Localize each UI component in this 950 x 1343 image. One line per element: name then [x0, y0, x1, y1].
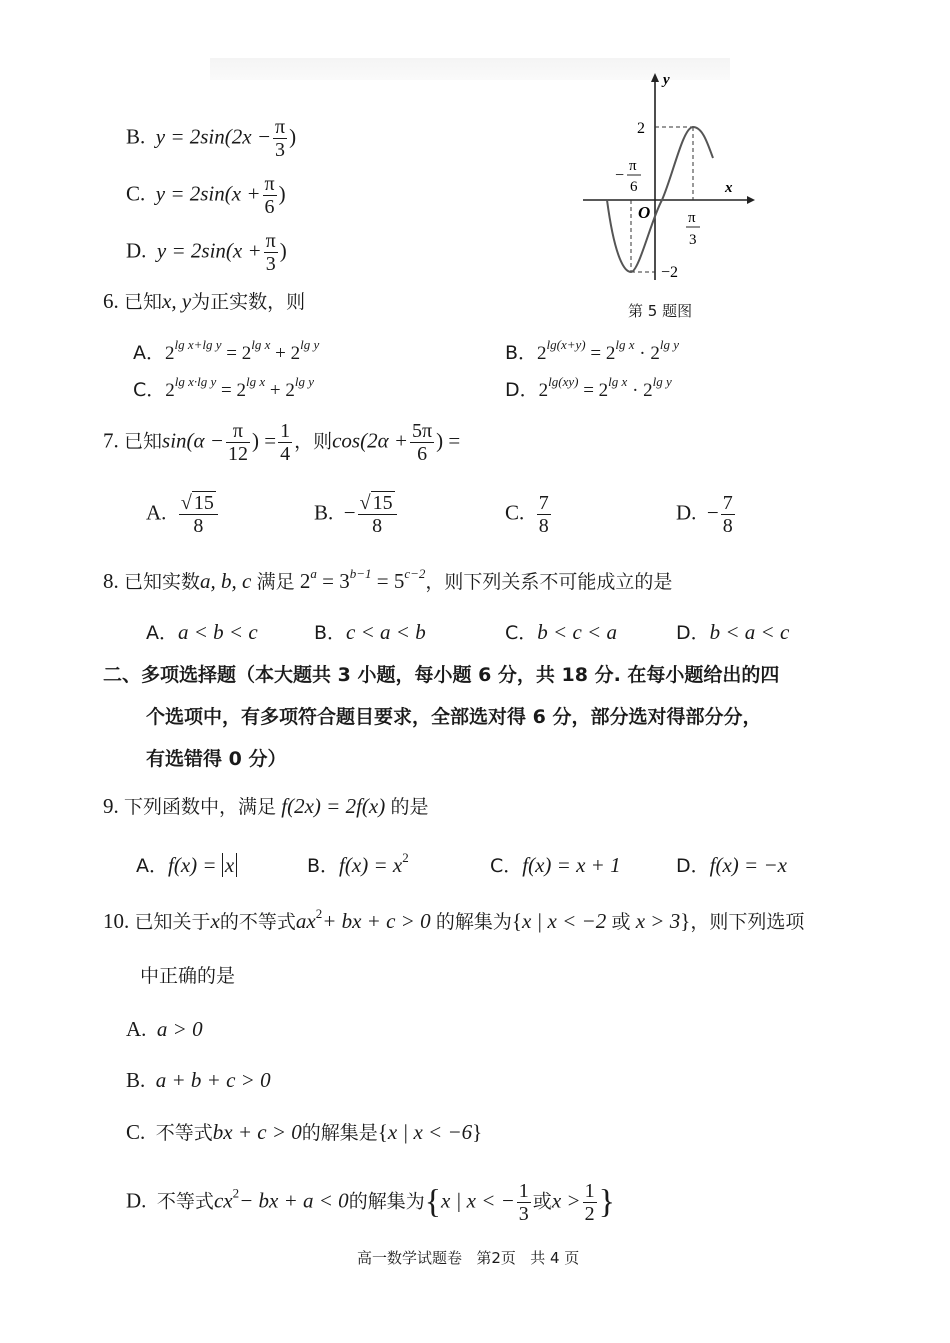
fraction: $\frac{\pi}{3}$	[275, 116, 286, 161]
x-axis-label: x	[725, 180, 733, 196]
q8-option-d[interactable]: D．b < a < c	[676, 620, 790, 644]
x-axis-arrow	[747, 196, 755, 204]
pos-tick-den: 3	[689, 232, 697, 248]
q5-option-b[interactable]: B. y = 2sin(2x − $\frac{\pi}{3}$ )	[126, 116, 297, 161]
q10-stem-line2: 中正确的是	[140, 965, 236, 987]
q9-stem: 9. 下列函数中，满足 f(2x) = 2f(x) 的是	[103, 794, 429, 818]
q8-option-b[interactable]: B．c < a < b	[314, 620, 426, 644]
q10-option-b[interactable]: B. a + b + c > 0	[126, 1068, 271, 1092]
section-heading-line3: 有选错得 0 分）	[146, 748, 287, 770]
q7-option-a[interactable]: A. $\frac{√ 15}{8}$	[146, 492, 220, 537]
q9-option-c[interactable]: C．f(x) = x + 1	[490, 853, 621, 877]
q8-option-c[interactable]: C．b < c < a	[505, 620, 617, 644]
q5-option-c[interactable]: C. y = 2sin(x + $\frac{\pi}{6}$ )	[126, 173, 286, 218]
pos-tick-num: π	[688, 210, 696, 226]
fraction: $\frac{\pi}{6}$	[264, 173, 275, 218]
neg-tick-sign: −	[615, 167, 625, 184]
q6-option-b[interactable]: B．$2^{lg(x+y)} = 2^{lg x} \cdot 2^{lg y}$	[505, 337, 679, 364]
q10-stem: 10. 已知关于x的不等式$ax^2+$ bx + c > 0 的解集为{x | x < −2 或 x > 3}，则下列选项	[103, 906, 805, 933]
neg-tick-num: π	[629, 158, 637, 174]
page-footer: 高一数学试题卷 第2页 共 4 页	[357, 1249, 580, 1267]
q10-option-c[interactable]: C. 不等式bx + c > 0的解集是{x | x < −6}	[126, 1120, 483, 1144]
y-axis-arrow	[651, 73, 659, 82]
neg-tick-den: 6	[630, 179, 638, 195]
y-max-label: 2	[637, 120, 645, 137]
section-heading-line2: 个选项中，有多项符合题目要求，全部选对得 6 分，部分选对得部分分，	[146, 706, 762, 728]
q9-option-d[interactable]: D．f(x) = −x	[676, 853, 787, 877]
y-axis-label: y	[663, 72, 670, 88]
q6-option-a[interactable]: A．$2^{lg x+lg y} = 2^{lg x} + 2^{lg y}$	[133, 337, 320, 364]
q10-option-a[interactable]: A. a > 0	[126, 1017, 203, 1041]
q8-stem: 8. 已知实数a, b, c 满足 $2^a = 3^{b-1} = 5^{c-2}$，则下列关系不可能成立的是	[103, 566, 673, 593]
q9-option-b[interactable]: B．$f(x) = x^2$	[307, 850, 409, 877]
fraction: $\frac{\pi}{3}$	[265, 230, 276, 275]
q10-option-d[interactable]: D. 不等式$cx^2-$ bx + a < 0的解集为{x | x < − $\frac{1}{3}$ 或x > $\frac{1}{2}$ }	[126, 1180, 615, 1225]
q7-option-d[interactable]: D. − $\frac{7}{8}$	[676, 492, 733, 537]
q5-figure-caption: 第 5 题图	[628, 302, 693, 320]
q6-option-d[interactable]: D．$2^{lg(xy)} = 2^{lg x} \cdot 2^{lg y}$	[505, 374, 672, 401]
origin-label: O	[638, 203, 651, 222]
q6-stem: 6. 已知x, y为正实数，则	[103, 289, 306, 313]
q7-option-c[interactable]: C. $\frac{7}{8}$	[505, 492, 549, 537]
q8-option-a[interactable]: A．a < b < c	[146, 620, 258, 644]
y-min-label: −2	[661, 264, 679, 281]
section-heading-line1: 二、多项选择题（本大题共 3 小题，每小题 6 分，共 18 分. 在每小题给出的四	[103, 664, 780, 686]
q7-option-b[interactable]: B. − $\frac{√ 15}{8}$	[314, 492, 399, 537]
q7-stem: 7. 已知sin(α − $\frac{\pi}{12}$ ) = $\frac{1}{4}$ ，则cos(2α + $\frac{5\pi}{6}$ ) =	[103, 420, 461, 465]
q6-option-c[interactable]: C．$2^{lg x\cdot lg y} = 2^{lg x} + 2^{lg y}$	[133, 374, 315, 401]
q9-option-a[interactable]: A．f(x) = x	[136, 852, 237, 879]
q5-option-d[interactable]: D. y = 2sin(x + $\frac{\pi}{3}$ )	[126, 230, 287, 275]
q5-sine-graph	[575, 70, 760, 290]
